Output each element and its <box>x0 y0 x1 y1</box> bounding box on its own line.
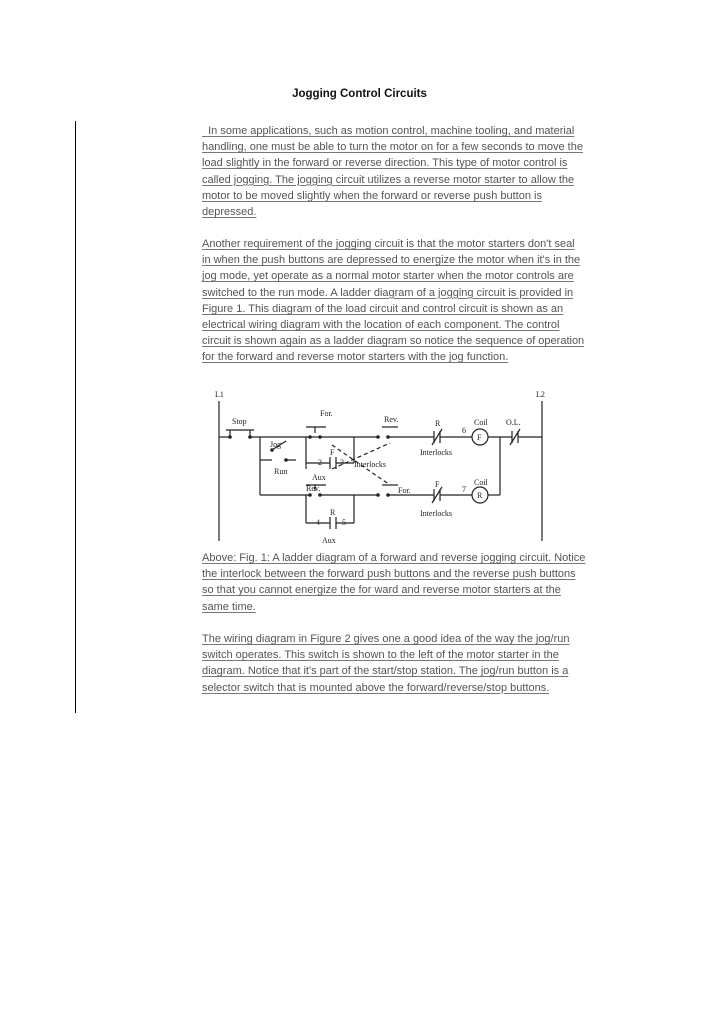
label-rev-top: Rev. <box>384 415 399 424</box>
text-line: same time. <box>202 600 256 613</box>
label-r-contact: R <box>435 419 441 428</box>
label-rev-bottom: Rev. <box>306 484 321 493</box>
paragraph-wiring <box>202 631 632 696</box>
text-line: In some applications, such as motion control, machine tooling, and material <box>202 125 575 137</box>
label-r-aux: R <box>330 508 336 517</box>
figure-caption <box>202 550 632 615</box>
label-stop: Stop <box>232 417 247 426</box>
text-line: motor to be moved slightly when the forward or reverse push button is <box>202 189 542 202</box>
label-num7: 7 <box>462 485 466 494</box>
text-line: for the forward and reverse motor starters with the jog function. <box>202 351 509 364</box>
text-line: Figure 1. This diagram of the load circuit and control circuit is shown as an <box>202 302 564 315</box>
label-num6: 6 <box>462 426 466 435</box>
label-run: Run <box>274 467 288 476</box>
ladder-diagram <box>202 383 558 549</box>
label-l1: L1 <box>215 390 224 399</box>
label-jog: Jog <box>270 440 282 449</box>
label-aux-bottom: Aux <box>322 536 336 545</box>
text-line: in when the push buttons are depressed to energize the motor when it's in the <box>202 254 581 267</box>
text-line: circuit is shown again as a ladder diagram so notice the sequence of operation <box>202 335 585 348</box>
label-f-contact: F <box>435 480 440 489</box>
label-coil-f: F <box>477 433 482 442</box>
text-line: called jogging. The jogging circuit utilizes a reverse motor starter to allow the <box>202 173 575 186</box>
paragraph-requirements <box>202 236 632 366</box>
text-line: diagram. Notice that it's part of the start/stop station. The jog/run button is a <box>202 665 569 678</box>
label-interlocks-top: Interlocks <box>420 448 452 457</box>
label-f-aux: F <box>330 448 335 457</box>
label-aux-top: Aux <box>312 473 326 482</box>
margin-bar <box>75 121 76 713</box>
text-line: switch operates. This switch is shown to the left of the motor starter in the <box>202 649 559 662</box>
text-line: the interlock between the forward push buttons and the reverse push buttons <box>202 568 576 581</box>
label-interlocks-bottom: Interlocks <box>420 509 452 518</box>
label-interlocks-mid: Interlocks <box>354 460 386 469</box>
text-line: load slightly in the forward or reverse direction. This type of motor control is <box>202 157 568 170</box>
label-ol: O.L. <box>506 418 521 427</box>
label-for-top: For. <box>320 409 333 418</box>
label-coil-top: Coil <box>474 418 488 427</box>
label-coil-r: R <box>477 491 483 500</box>
label-l2: L2 <box>536 390 545 399</box>
text-line: so that you cannot energize the for ward and reverse motor starters at the <box>202 584 561 597</box>
label-num3: 3 <box>340 458 344 467</box>
label-coil-bottom: Coil <box>474 478 488 487</box>
label-num5: 5 <box>342 518 346 527</box>
label-num4: 4 <box>316 518 320 527</box>
text-line: depressed. <box>202 206 257 219</box>
text-line: Another requirement of the jogging circuit is that the motor starters don't seal <box>202 238 575 250</box>
text-line: Above: Fig. 1: A ladder diagram of a forward and reverse jogging circuit. Notice <box>202 552 586 564</box>
text-line: jog mode, yet operate as a normal motor starter when the motor controls are <box>202 270 574 283</box>
text-line: The wiring diagram in Figure 2 gives one a good idea of the way the jog/run <box>202 633 570 645</box>
label-num2: 2 <box>318 458 322 467</box>
text-line: handling, one must be able to turn the motor on for a few seconds to move the <box>202 141 583 154</box>
document-title: Jogging Control Circuits <box>292 88 427 100</box>
text-line: electrical wiring diagram with the location of each component. The control <box>202 319 560 332</box>
text-line: selector switch that is mounted above the forward/reverse/stop buttons. <box>202 681 550 694</box>
text-line: switched to the run mode. A ladder diagram of a jogging circuit is provided in <box>202 286 574 299</box>
label-for-bottom: For. <box>398 486 411 495</box>
paragraph-intro <box>202 123 632 220</box>
